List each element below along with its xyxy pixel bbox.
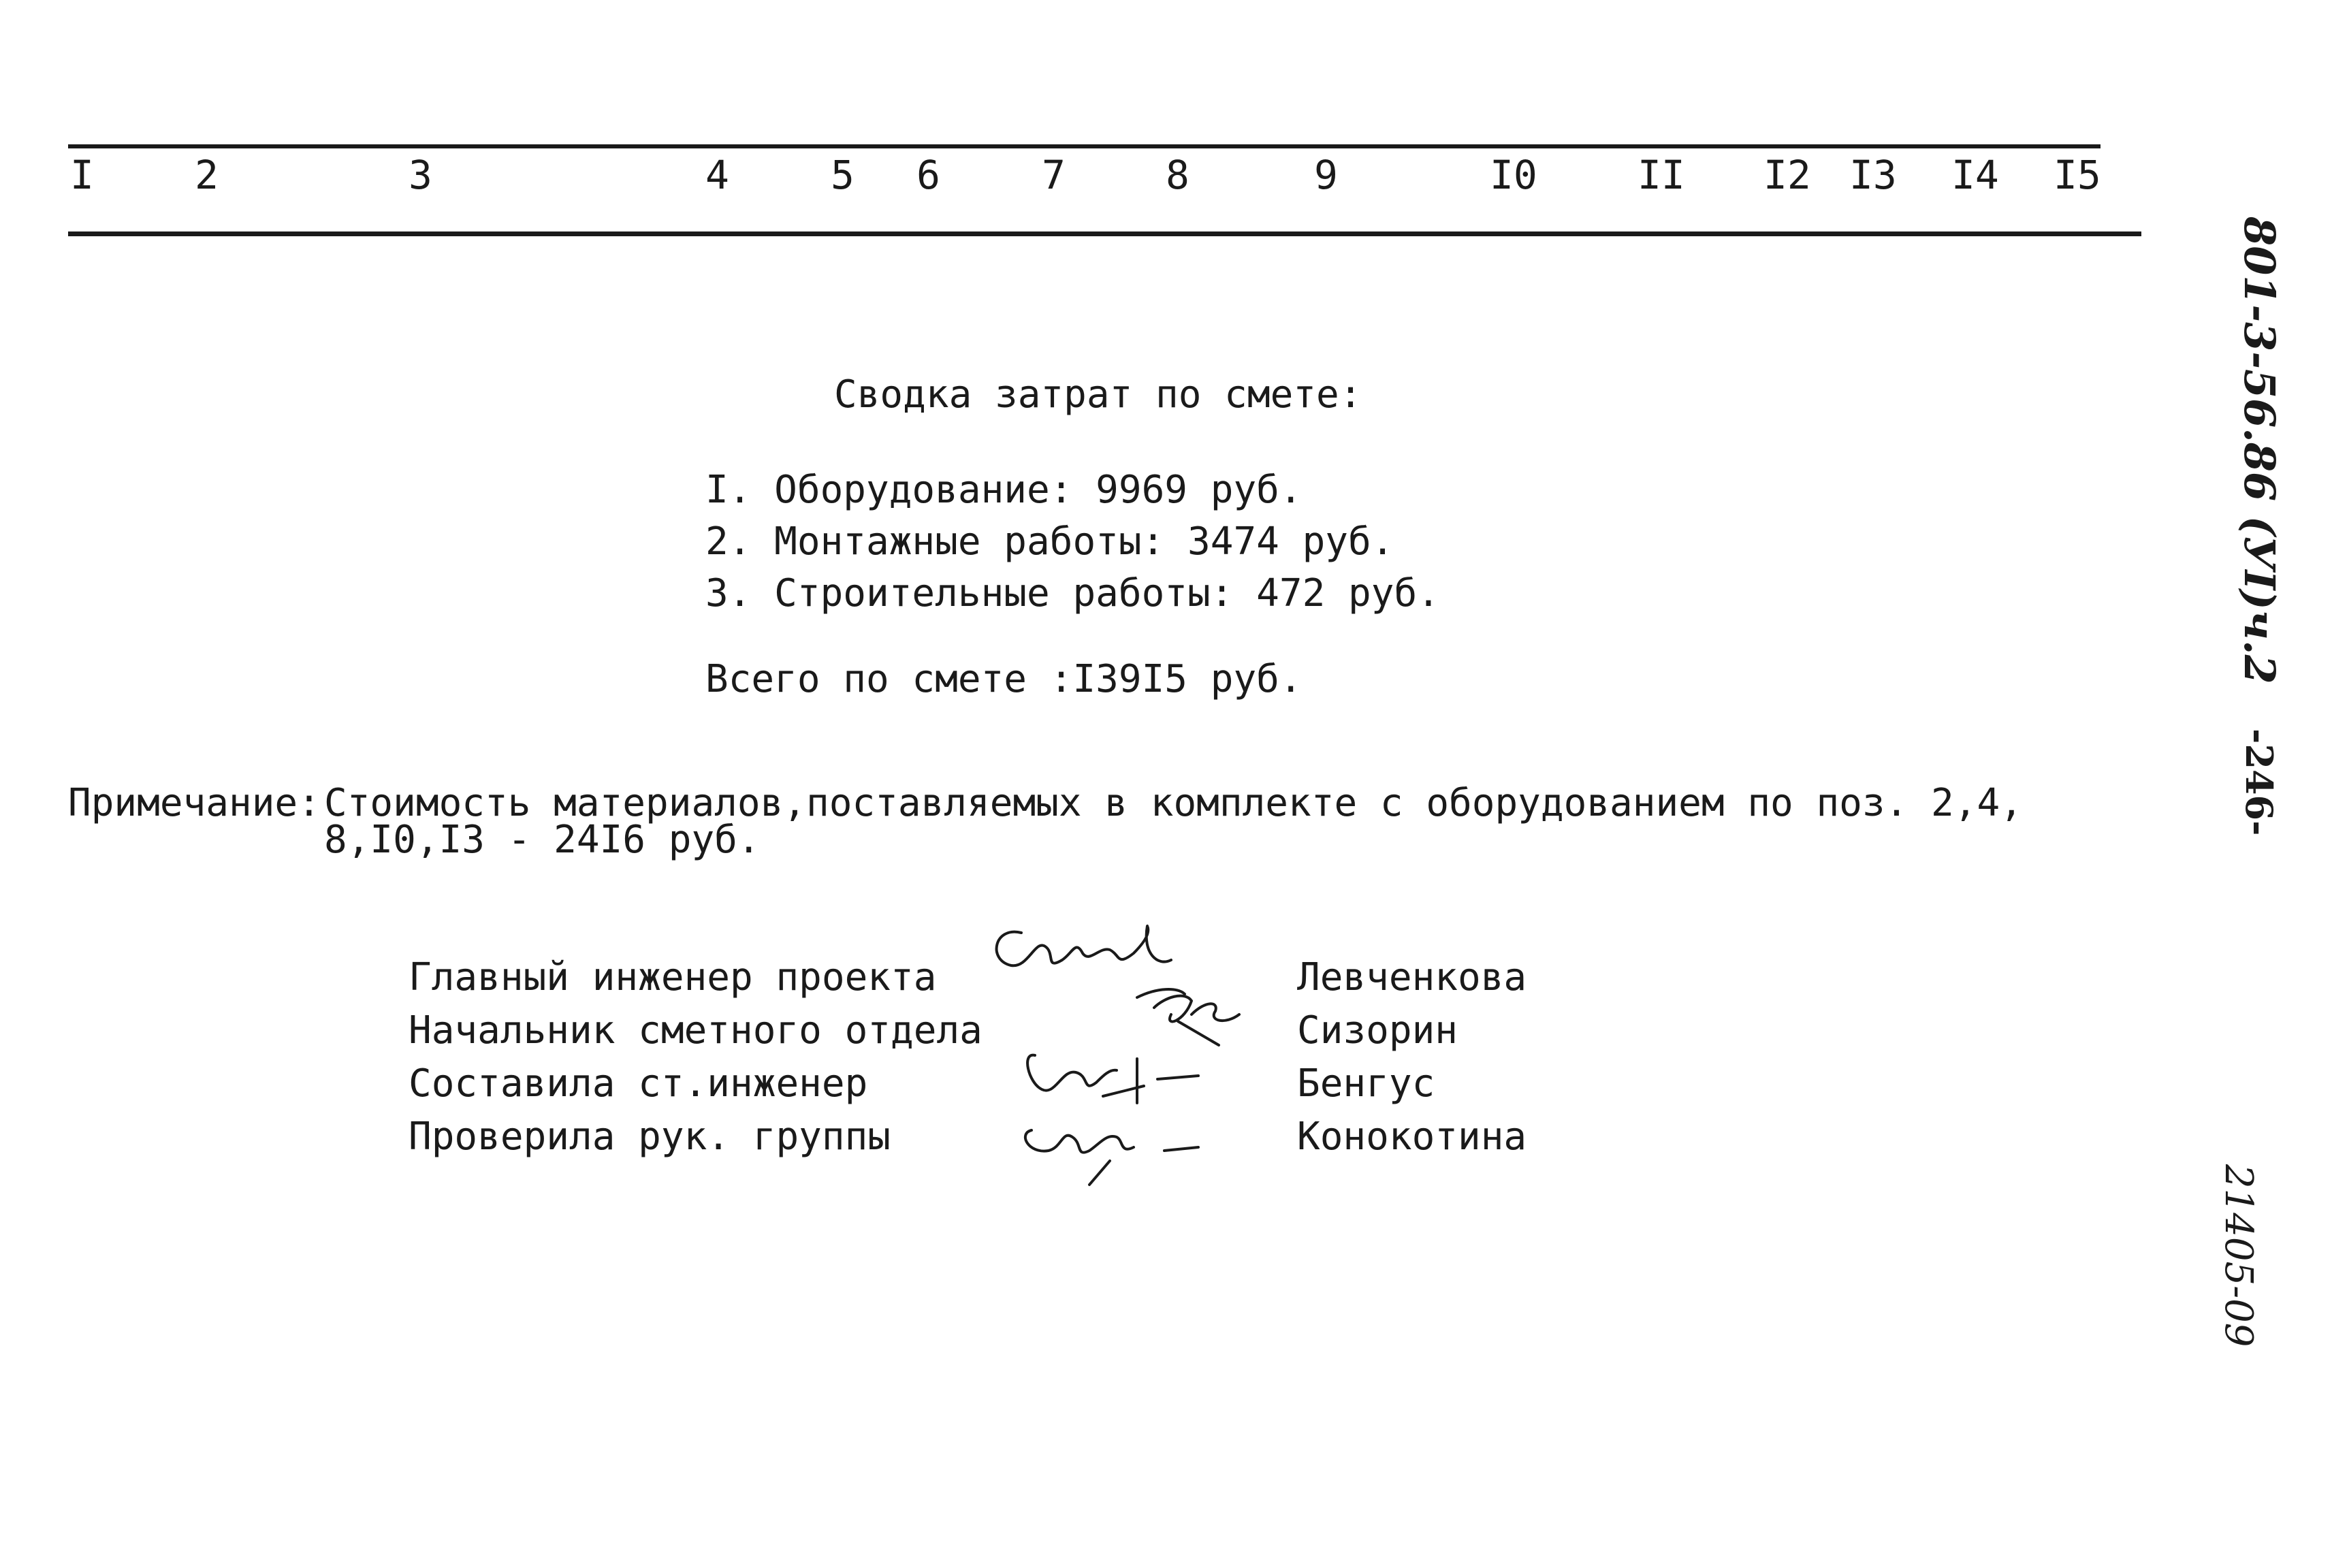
note-line-2: 8,I0,I3 - 24I6 руб. xyxy=(324,818,761,862)
signature-role: Проверила рук. группы xyxy=(409,1115,891,1159)
column-number: I xyxy=(70,152,94,198)
column-number: 3 xyxy=(409,152,432,198)
note-line-1: Стоимость материалов,поставляемых в комплекте с оборудованием по поз. 2,4, xyxy=(324,781,2023,825)
summary-item-installation: 2. Монтажные работы: 3474 руб. xyxy=(705,519,1394,564)
signature-name: Левченкова xyxy=(1297,955,1527,999)
signature-role: Главный инженер проекта xyxy=(409,955,937,999)
signature-name: Бенгус xyxy=(1297,1061,1435,1106)
signature-role: Составила ст.инженер xyxy=(409,1061,868,1106)
column-number: 9 xyxy=(1314,152,1338,198)
page-number: -246- xyxy=(2237,729,2281,836)
column-number: 7 xyxy=(1042,152,1066,198)
signature-scribble-4 xyxy=(1025,1130,1198,1185)
column-number: 6 xyxy=(916,152,940,198)
column-number: 8 xyxy=(1166,152,1189,198)
summary-total: Всего по смете :I39I5 руб. xyxy=(705,657,1303,701)
column-number: I3 xyxy=(1849,152,1897,198)
handwritten-signatures xyxy=(980,912,1294,1198)
summary-title: Сводка затрат по смете: xyxy=(834,372,1362,417)
column-number: 5 xyxy=(831,152,854,198)
summary-item-construction: 3. Строительные работы: 472 руб. xyxy=(705,571,1440,615)
document-code: 801-3-56.86 (УI)ч.2 xyxy=(2235,217,2284,684)
signature-name: Сизорин xyxy=(1297,1008,1458,1053)
signature-scribble-2 xyxy=(1137,989,1239,1045)
header-bottom-rule xyxy=(68,231,2141,236)
column-number: I5 xyxy=(2054,152,2101,198)
signature-scribble-3 xyxy=(1027,1055,1198,1103)
column-number: I4 xyxy=(1951,152,1999,198)
signature-name: Конокотина xyxy=(1297,1115,1527,1159)
column-number: 2 xyxy=(195,152,219,198)
signature-role: Начальник сметного отдела xyxy=(409,1008,983,1053)
column-number: I2 xyxy=(1763,152,1811,198)
column-number: 4 xyxy=(705,152,729,198)
summary-item-equipment: I. Оборудование: 9969 руб. xyxy=(705,468,1303,512)
signature-scribble-1 xyxy=(997,926,1171,965)
note-label: Примечание: xyxy=(68,781,321,825)
column-number: I0 xyxy=(1490,152,1537,198)
inventory-number: 21405-09 xyxy=(2216,1164,2261,1347)
top-rule xyxy=(68,144,2101,148)
column-number: II xyxy=(1638,152,1685,198)
